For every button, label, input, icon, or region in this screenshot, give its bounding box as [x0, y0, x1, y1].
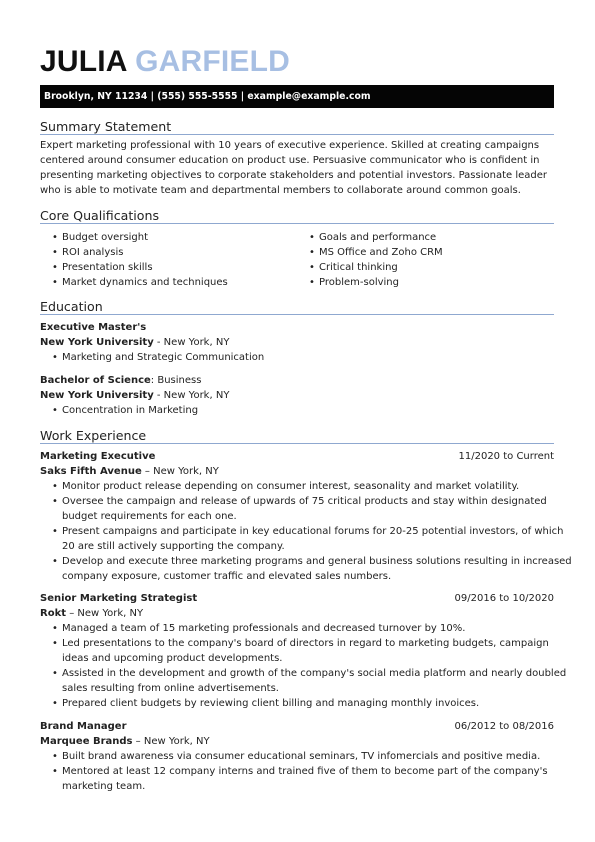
school-location: - New York, NY [153, 337, 230, 348]
qualification-item: • Budget oversight [62, 230, 148, 245]
job-dates: 11/2020 to Current [458, 451, 554, 462]
job-bullet: • Develop and execute three marketing programs and general business solutions resulting in increased company exposure, customer traffic and elevated sales numbers. [62, 554, 572, 584]
education-degree [40, 373, 201, 388]
education-detail: • Marketing and Strategic Communication [62, 350, 264, 365]
job-title: Marketing Executive [40, 451, 156, 462]
section-divider [40, 223, 554, 224]
school-location: - New York, NY [153, 390, 230, 401]
job-title: Brand Manager [40, 721, 127, 732]
section-title-experience: Work Experience [40, 428, 147, 443]
job-dates: 06/2012 to 08/2016 [454, 721, 554, 732]
job-bullet: • Assisted in the development and growth of the company's social media platform and nearly doubled sales resulting from online advertisements. [62, 666, 566, 696]
job-bullet: • Led presentations to the company's board of directors in regard to marketing budgets, campaign ideas and upcoming product developments. [62, 636, 549, 666]
summary-text: Expert marketing professional with 10 years of executive experience. Skilled at creating campaigns centered around consumer education on product use. Persuasive communicator who is confident in presenting marketing objectives to corporate stakeholders and potential investors. Passionate leader who is able to motivate team and departmental members to collaborate around common goals. [40, 140, 548, 196]
contact-bar [40, 85, 554, 108]
section-title-education: Education [40, 299, 103, 314]
job-bullet: • Oversee the campaign and release of upwards of 75 critical products and stay within designated budget requirements for each one. [62, 494, 547, 524]
qualification-item: • Goals and performance [319, 230, 436, 245]
job-title: Senior Marketing Strategist [40, 593, 198, 604]
education-school [40, 335, 229, 350]
education-detail: • Concentration in Marketing [62, 403, 198, 418]
section-title-summary: Summary Statement [40, 119, 172, 134]
degree-name: Executive Master's [40, 322, 147, 333]
job-bullet: • Present campaigns and participate in key educational forums for 20-25 potential investors, of which 20 are still actively supporting the company. [62, 524, 563, 554]
qualification-item: • Market dynamics and techniques [62, 275, 228, 290]
job-company [40, 734, 210, 749]
education-school [40, 388, 229, 403]
job-bullet: • Built brand awareness via consumer educational seminars, TV infomercials and positive media. [62, 749, 540, 764]
company-name: Marquee Brands [40, 736, 133, 747]
job-bullet: • Prepared client budgets by reviewing client billing and managing monthly invoices. [62, 696, 479, 711]
first-name: JULIA [40, 45, 127, 78]
company-name: Saks Fifth Avenue [40, 466, 142, 477]
qualification-item: • Presentation skills [62, 260, 153, 275]
job-bullet: • Managed a team of 15 marketing professionals and decreased turnover by 10%. [62, 621, 465, 636]
section-title-qualifications: Core Qualifications [40, 208, 160, 223]
company-location: – New York, NY [141, 466, 219, 477]
company-location: – New York, NY [66, 608, 144, 619]
job-company [40, 464, 219, 479]
job-bullet: • Mentored at least 12 company interns and trained five of them to become part of the company's marketing team. [62, 764, 548, 794]
company-location: – New York, NY [132, 736, 210, 747]
applicant-name [40, 42, 290, 82]
job-bullet: • Monitor product release depending on consumer interest, seasonality and market volatility. [62, 479, 519, 494]
qualification-item: • MS Office and Zoho CRM [319, 245, 443, 260]
education-degree [40, 320, 146, 335]
company-name: Rokt [40, 608, 67, 619]
degree-name: Bachelor of Science [40, 375, 151, 386]
section-divider [40, 134, 554, 135]
qualification-item: • Problem-solving [319, 275, 399, 290]
qualification-item: • ROI analysis [62, 245, 123, 260]
job-dates: 09/2016 to 10/2020 [454, 593, 554, 604]
section-divider [40, 443, 554, 444]
contact-info: Brooklyn, NY 11234 | (555) 555-5555 | example@example.com [44, 91, 371, 102]
school-name: New York University [40, 337, 154, 348]
degree-field: : Business [150, 375, 202, 386]
school-name: New York University [40, 390, 154, 401]
job-company [40, 606, 143, 621]
qualification-item: • Critical thinking [319, 260, 398, 275]
last-name: GARFIELD [135, 45, 291, 78]
section-divider [40, 314, 554, 315]
